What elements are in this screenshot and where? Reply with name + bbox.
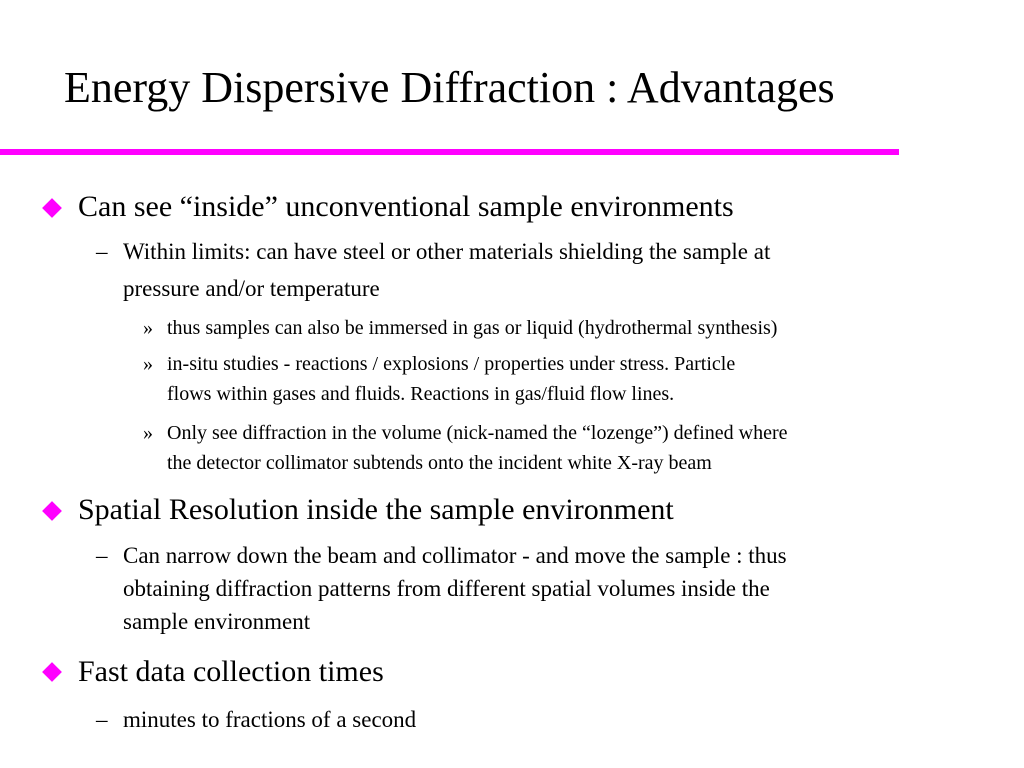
sub-sub-bullet-line: the detector collimator subtends onto the incident white X-ray beam bbox=[167, 452, 712, 474]
raquo-marker: » bbox=[143, 422, 153, 444]
bullet-heading: Spatial Resolution inside the sample environment bbox=[78, 493, 674, 526]
bullet-diamond-icon bbox=[42, 662, 62, 682]
raquo-marker: » bbox=[143, 317, 153, 339]
bullet-diamond-icon bbox=[42, 198, 62, 218]
sub-sub-bullet-line: flows within gases and fluids. Reactions in gas/fluid flow lines. bbox=[167, 383, 675, 405]
dash-marker: – bbox=[96, 543, 108, 568]
sub-bullet-line: Within limits: can have steel or other materials shielding the sample at bbox=[123, 239, 771, 264]
sub-sub-bullet-line: in-situ studies - reactions / explosions / properties under stress. Particle bbox=[167, 353, 736, 375]
raquo-marker: » bbox=[143, 353, 153, 375]
dash-marker: – bbox=[96, 707, 108, 732]
sub-sub-bullet-line: thus samples can also be immersed in gas or liquid (hydrothermal synthesis) bbox=[167, 317, 778, 339]
dash-marker: – bbox=[96, 239, 108, 264]
slide-title: Energy Dispersive Diffraction : Advantages bbox=[64, 63, 835, 112]
bullet-diamond-icon bbox=[42, 501, 62, 521]
sub-bullet-line: sample environment bbox=[123, 609, 311, 634]
sub-bullet-line: Can narrow down the beam and collimator - and move the sample : thus bbox=[123, 543, 787, 568]
title-divider bbox=[0, 149, 899, 155]
bullet-heading: Fast data collection times bbox=[78, 655, 384, 688]
sub-bullet-line: obtaining diffraction patterns from different spatial volumes inside the bbox=[123, 576, 770, 601]
sub-bullet-line: minutes to fractions of a second bbox=[123, 707, 417, 732]
bullet-heading: Can see “inside” unconventional sample environments bbox=[78, 190, 734, 223]
sub-sub-bullet-line: Only see diffraction in the volume (nick-named the “lozenge”) defined where bbox=[167, 422, 788, 444]
sub-bullet-line: pressure and/or temperature bbox=[123, 276, 380, 301]
